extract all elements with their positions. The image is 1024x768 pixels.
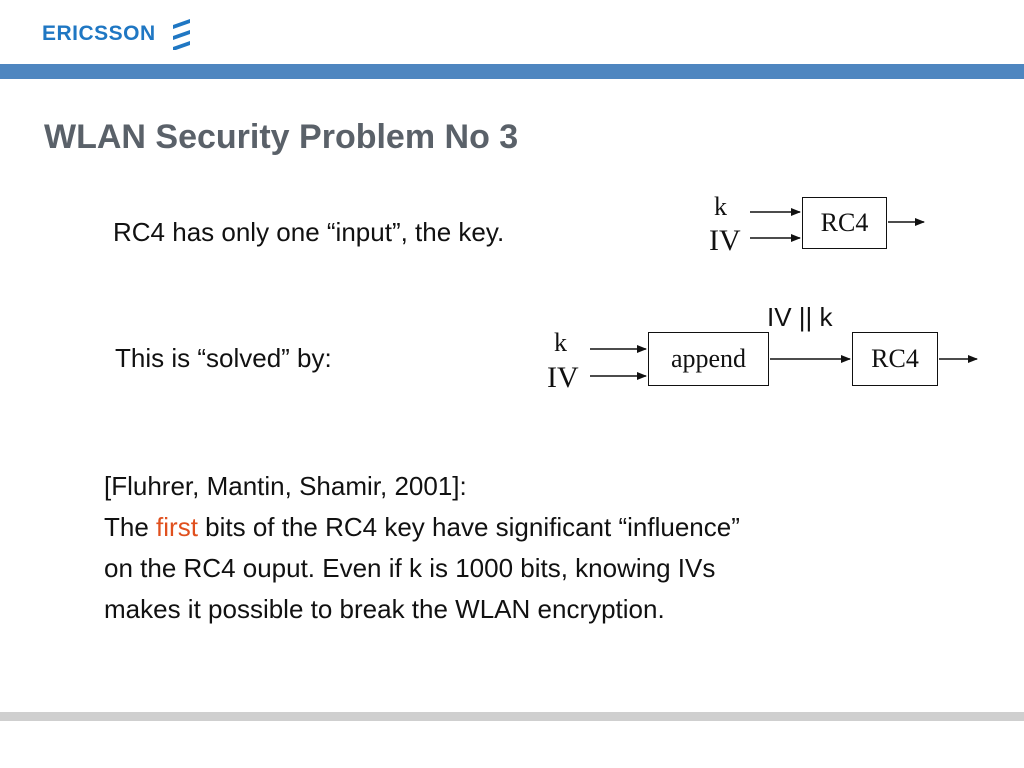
statement-one: RC4 has only one “input”, the key. — [113, 217, 505, 247]
diagram2-concat-label: IV || k — [767, 302, 833, 332]
diagram2-input-iv: IV — [547, 361, 579, 394]
citation-paragraph — [104, 466, 740, 630]
highlight-first: first — [156, 512, 198, 542]
diagram2-rc4-block: RC4 — [852, 332, 938, 386]
diagram2-append-block: append — [648, 332, 769, 386]
influence-line — [104, 507, 740, 548]
brand-name: ERICSSON — [42, 22, 156, 45]
influence-suffix: bits of the RC4 key have significant “influence” — [197, 512, 740, 542]
diagram1-input-k: k — [714, 192, 727, 221]
influence-prefix: The — [104, 512, 157, 542]
citation-line: [Fluhrer, Mantin, Shamir, 2001]: — [104, 471, 467, 501]
diagram1-rc4-block: RC4 — [802, 197, 887, 249]
output-line: on the RC4 ouput. Even if k is 1000 bits, knowing IVs — [104, 553, 716, 583]
statement-two: This is “solved” by: — [115, 343, 332, 373]
diagram2-input-k: k — [554, 328, 567, 357]
footer-bar — [0, 712, 1024, 721]
slide-title: WLAN Security Problem No 3 — [44, 118, 519, 156]
conclusion-line: makes it possible to break the WLAN encryption. — [104, 594, 665, 624]
diagram1-input-iv: IV — [709, 224, 741, 257]
